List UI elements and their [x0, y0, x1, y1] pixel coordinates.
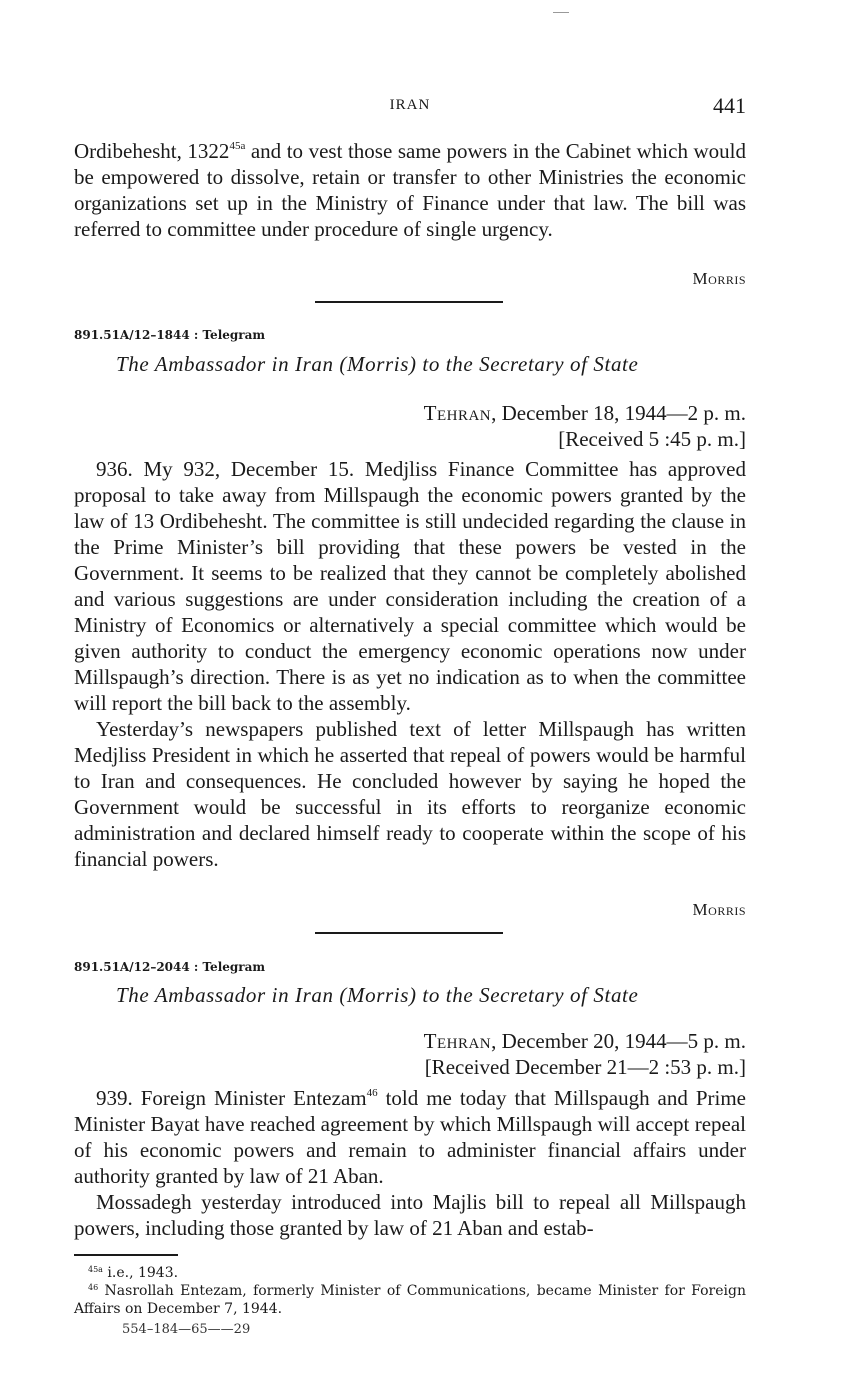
dateline-date: , December 18, 1944—2 p. m.: [491, 401, 746, 425]
running-title: IRAN: [389, 97, 431, 113]
dateline: [424, 400, 746, 452]
footnote-45a: $^{45a}$ i.e., 1943.: [88, 1265, 179, 1281]
page-number: 441: [713, 93, 746, 118]
continuation-paragraph: [74, 138, 746, 242]
continuation-text-a: Ordibehesht, 1322: [74, 139, 230, 163]
document-title: The Ambassador in Iran (Morris) to the Secretary of State: [116, 983, 639, 1007]
footnote-46: $^{46}$ Nasrollah Entezam, formerly Minister of Communications, became Minister for Foreign Affairs on December 7, 1944.: [74, 1283, 746, 1317]
running-head: [74, 93, 746, 120]
footnote-ref-46: 46: [366, 1087, 378, 1099]
continuation-text-b: and to vest those same powers in the Cabinet which would be empowered to dissolve, retain or transfer to other Ministries the economic organizations set up in the Ministry of Finance under that law. The bill was referred to committee under procedure of single urgency.: [74, 139, 746, 241]
received-line: [Received December 21—2 :53 p. m.]: [424, 1055, 746, 1079]
footnote-rule: [74, 1254, 178, 1256]
file-number: 891.51A/12–1844 : Telegram: [74, 328, 266, 342]
received-line: [Received 5 :45 p. m.]: [558, 427, 746, 451]
dateline-date: , December 20, 1944—5 p. m.: [491, 1029, 746, 1053]
telegram-paragraph: Yesterday’s newspapers published text of letter Millspaugh has written Medjliss President in which he asserted that repeal of powers would be harmful to Iran and consequences. He concluded however by saying he hoped the Government would be successful in its efforts to reorganize economic administration and declared himself ready to cooperate within the scope of his financial powers.: [74, 717, 746, 871]
dateline: [424, 1028, 746, 1080]
dateline-place: Tehran: [423, 1029, 492, 1053]
printer-mark: 554–184—65——29: [122, 1322, 251, 1337]
signature-morris-1: Morris: [692, 269, 746, 288]
telegram-body: [74, 1085, 746, 1241]
telegram-body: [74, 456, 746, 872]
section-divider: [315, 301, 503, 303]
section-divider: [315, 932, 503, 934]
footnotes: [74, 1264, 746, 1318]
telegram-paragraph: 936. My 932, December 15. Medjliss Finance Committee has approved proposal to take away from Millspaugh the economic powers granted by the law of 13 Ordibehesht. The committee is still undecided regarding the clause in the Prime Minister’s bill providing that these powers be vested in the Government. It seems to be realized that they cannot be completely abolished and various suggestions are under consideration including the creation of a Ministry of Economics or alternatively a special committee which would be given authority to conduct the emergency economic operations now under Millspaugh’s direction. There is as yet no indication as to when the committee will report the bill back to the assembly.: [74, 457, 746, 715]
document-page: [74, 0, 746, 1379]
telegram-paragraph: Mossadegh yesterday introduced into Majlis bill to repeal all Millspaugh powers, including those granted by law of 21 Aban and estab-: [74, 1190, 746, 1240]
dateline-place: Tehran: [423, 401, 492, 425]
document-title: The Ambassador in Iran (Morris) to the Secretary of State: [116, 352, 639, 376]
footnote-ref-45a: 45a: [229, 140, 246, 152]
file-number: 891.51A/12–2044 : Telegram: [74, 960, 266, 974]
telegram-paragraph: 939. Foreign Minister Entezam$^{46}$ told me today that Millspaugh and Prime Minister Bayat have reached agreement by which Millspaugh will accept repeal of his economic powers and remain to administer financial affairs under authority granted by law of 21 Aban.: [74, 1086, 747, 1188]
signature-morris-2: Morris: [692, 900, 746, 919]
